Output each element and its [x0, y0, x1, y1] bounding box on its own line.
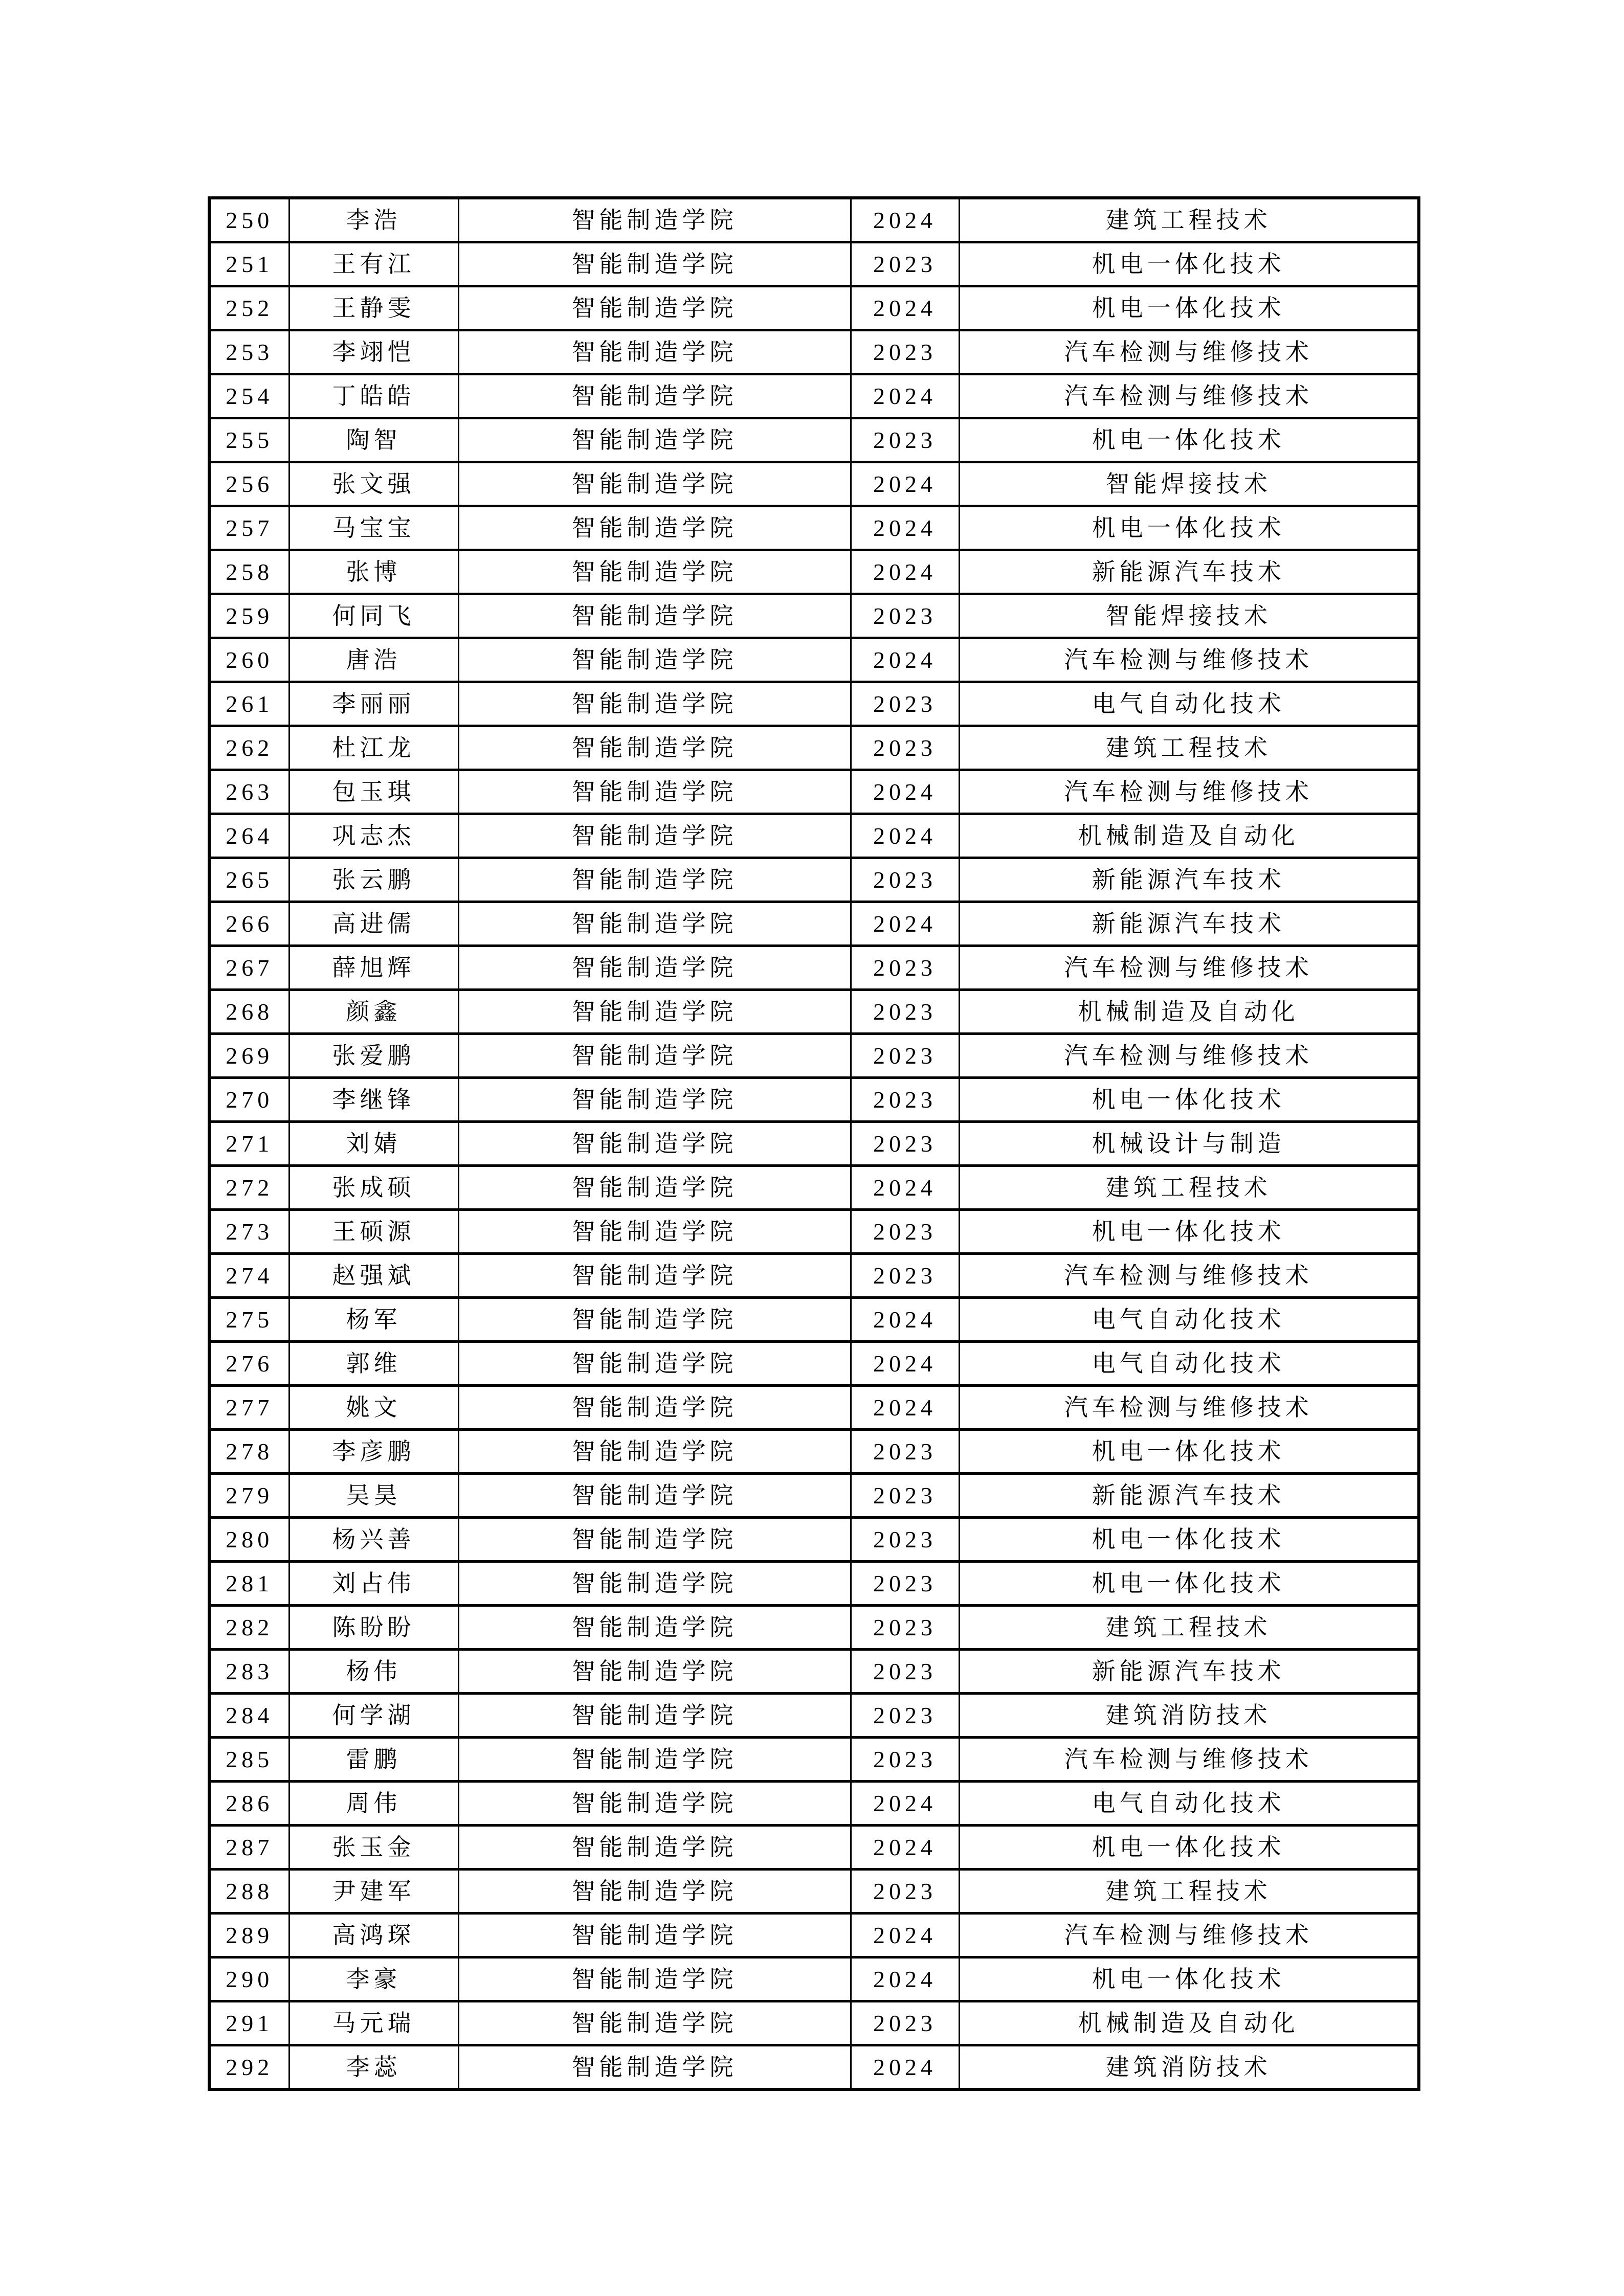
- cell-college: 智能制造学院: [458, 1738, 851, 1782]
- cell-year: 2023: [851, 990, 959, 1034]
- cell-college: 智能制造学院: [458, 1342, 851, 1386]
- cell-college: 智能制造学院: [458, 1254, 851, 1298]
- table-row: [209, 1826, 1419, 1870]
- cell-year: 2023: [851, 1694, 959, 1738]
- cell-year: 2024: [851, 374, 959, 418]
- cell-serial: 270: [209, 1078, 289, 1122]
- cell-serial: 257: [209, 506, 289, 550]
- table-row: [209, 418, 1419, 462]
- table-row: [209, 1914, 1419, 1957]
- cell-serial: 262: [209, 726, 289, 770]
- cell-serial: 275: [209, 1298, 289, 1342]
- cell-name: 雷鹏: [289, 1738, 458, 1782]
- cell-major: 汽车检测与维修技术: [959, 1034, 1419, 1078]
- cell-year: 2023: [851, 682, 959, 726]
- cell-serial: 276: [209, 1342, 289, 1386]
- cell-name: 赵强斌: [289, 1254, 458, 1298]
- cell-college: 智能制造学院: [458, 1694, 851, 1738]
- table-row: [209, 506, 1419, 550]
- cell-college: 智能制造学院: [458, 418, 851, 462]
- cell-year: 2024: [851, 2045, 959, 2090]
- cell-college: 智能制造学院: [458, 286, 851, 330]
- cell-college: 智能制造学院: [458, 2045, 851, 2090]
- cell-major: 机电一体化技术: [959, 1826, 1419, 1870]
- cell-year: 2023: [851, 1518, 959, 1562]
- cell-major: 建筑工程技术: [959, 726, 1419, 770]
- cell-major: 机电一体化技术: [959, 242, 1419, 286]
- cell-serial: 272: [209, 1166, 289, 1210]
- cell-serial: 282: [209, 1606, 289, 1650]
- table-row: [209, 1122, 1419, 1166]
- cell-name: 李翊恺: [289, 330, 458, 374]
- cell-college: 智能制造学院: [458, 1078, 851, 1122]
- cell-year: 2023: [851, 858, 959, 902]
- cell-college: 智能制造学院: [458, 1430, 851, 1474]
- cell-name: 高进儒: [289, 902, 458, 946]
- cell-major: 智能焊接技术: [959, 594, 1419, 638]
- cell-year: 2023: [851, 418, 959, 462]
- cell-serial: 290: [209, 1957, 289, 2001]
- cell-year: 2024: [851, 286, 959, 330]
- cell-serial: 267: [209, 946, 289, 990]
- cell-year: 2023: [851, 726, 959, 770]
- table-row: [209, 374, 1419, 418]
- cell-name: 颜鑫: [289, 990, 458, 1034]
- cell-college: 智能制造学院: [458, 1870, 851, 1914]
- cell-major: 智能焊接技术: [959, 462, 1419, 506]
- cell-major: 机电一体化技术: [959, 1430, 1419, 1474]
- cell-major: 机械制造及自动化: [959, 990, 1419, 1034]
- cell-college: 智能制造学院: [458, 242, 851, 286]
- table-row: [209, 1298, 1419, 1342]
- cell-name: 刘婧: [289, 1122, 458, 1166]
- table-row: [209, 1782, 1419, 1826]
- cell-name: 张爱鹏: [289, 1034, 458, 1078]
- cell-year: 2024: [851, 770, 959, 814]
- cell-major: 机械制造及自动化: [959, 2001, 1419, 2045]
- cell-serial: 292: [209, 2045, 289, 2090]
- cell-serial: 271: [209, 1122, 289, 1166]
- cell-name: 杨军: [289, 1298, 458, 1342]
- table-row: [209, 858, 1419, 902]
- cell-serial: 269: [209, 1034, 289, 1078]
- cell-year: 2024: [851, 1298, 959, 1342]
- cell-college: 智能制造学院: [458, 1518, 851, 1562]
- cell-major: 电气自动化技术: [959, 1342, 1419, 1386]
- table-row: [209, 1386, 1419, 1430]
- cell-serial: 250: [209, 198, 289, 242]
- cell-year: 2023: [851, 1474, 959, 1518]
- cell-name: 张成硕: [289, 1166, 458, 1210]
- cell-serial: 285: [209, 1738, 289, 1782]
- table-row: [209, 1738, 1419, 1782]
- cell-name: 唐浩: [289, 638, 458, 682]
- cell-name: 李浩: [289, 198, 458, 242]
- cell-college: 智能制造学院: [458, 1957, 851, 2001]
- table-row: [209, 1166, 1419, 1210]
- cell-name: 包玉琪: [289, 770, 458, 814]
- cell-major: 机电一体化技术: [959, 1957, 1419, 2001]
- table-row: [209, 1034, 1419, 1078]
- cell-name: 高鸿琛: [289, 1914, 458, 1957]
- cell-year: 2024: [851, 506, 959, 550]
- cell-major: 新能源汽车技术: [959, 1650, 1419, 1694]
- cell-year: 2024: [851, 1386, 959, 1430]
- cell-serial: 283: [209, 1650, 289, 1694]
- cell-serial: 280: [209, 1518, 289, 1562]
- cell-major: 汽车检测与维修技术: [959, 374, 1419, 418]
- cell-college: 智能制造学院: [458, 682, 851, 726]
- table-row: [209, 638, 1419, 682]
- table-row: [209, 1210, 1419, 1254]
- cell-year: 2023: [851, 1122, 959, 1166]
- cell-major: 建筑工程技术: [959, 198, 1419, 242]
- cell-college: 智能制造学院: [458, 1122, 851, 1166]
- cell-name: 李蕊: [289, 2045, 458, 2090]
- cell-serial: 255: [209, 418, 289, 462]
- cell-year: 2023: [851, 1430, 959, 1474]
- cell-major: 新能源汽车技术: [959, 550, 1419, 594]
- table-row: [209, 1078, 1419, 1122]
- cell-college: 智能制造学院: [458, 506, 851, 550]
- cell-college: 智能制造学院: [458, 2001, 851, 2045]
- cell-name: 刘占伟: [289, 1562, 458, 1606]
- cell-name: 周伟: [289, 1782, 458, 1826]
- cell-major: 机械设计与制造: [959, 1122, 1419, 1166]
- cell-serial: 266: [209, 902, 289, 946]
- cell-college: 智能制造学院: [458, 462, 851, 506]
- cell-name: 王静雯: [289, 286, 458, 330]
- cell-year: 2024: [851, 462, 959, 506]
- cell-year: 2023: [851, 1210, 959, 1254]
- cell-major: 汽车检测与维修技术: [959, 638, 1419, 682]
- table-row: [209, 242, 1419, 286]
- cell-year: 2023: [851, 2001, 959, 2045]
- cell-serial: 278: [209, 1430, 289, 1474]
- table-row: [209, 1474, 1419, 1518]
- cell-serial: 291: [209, 2001, 289, 2045]
- cell-major: 建筑消防技术: [959, 2045, 1419, 2090]
- cell-college: 智能制造学院: [458, 1914, 851, 1957]
- cell-name: 陈盼盼: [289, 1606, 458, 1650]
- cell-major: 机电一体化技术: [959, 1210, 1419, 1254]
- cell-major: 电气自动化技术: [959, 1782, 1419, 1826]
- table-row: [209, 770, 1419, 814]
- cell-college: 智能制造学院: [458, 990, 851, 1034]
- cell-major: 汽车检测与维修技术: [959, 1914, 1419, 1957]
- cell-college: 智能制造学院: [458, 1386, 851, 1430]
- cell-college: 智能制造学院: [458, 858, 851, 902]
- cell-college: 智能制造学院: [458, 770, 851, 814]
- cell-year: 2024: [851, 814, 959, 858]
- cell-major: 汽车检测与维修技术: [959, 946, 1419, 990]
- cell-serial: 258: [209, 550, 289, 594]
- cell-serial: 251: [209, 242, 289, 286]
- cell-name: 吴昊: [289, 1474, 458, 1518]
- table-row: [209, 1650, 1419, 1694]
- cell-college: 智能制造学院: [458, 374, 851, 418]
- cell-college: 智能制造学院: [458, 1210, 851, 1254]
- cell-serial: 252: [209, 286, 289, 330]
- cell-major: 汽车检测与维修技术: [959, 770, 1419, 814]
- cell-major: 建筑工程技术: [959, 1870, 1419, 1914]
- student-roster-table: [208, 196, 1420, 2091]
- cell-college: 智能制造学院: [458, 902, 851, 946]
- cell-serial: 288: [209, 1870, 289, 1914]
- cell-major: 汽车检测与维修技术: [959, 330, 1419, 374]
- cell-college: 智能制造学院: [458, 1562, 851, 1606]
- cell-name: 张文强: [289, 462, 458, 506]
- table-row: [209, 1430, 1419, 1474]
- cell-college: 智能制造学院: [458, 1298, 851, 1342]
- table-row: [209, 594, 1419, 638]
- table-row: [209, 1254, 1419, 1298]
- cell-serial: 274: [209, 1254, 289, 1298]
- cell-name: 李丽丽: [289, 682, 458, 726]
- cell-year: 2023: [851, 1034, 959, 1078]
- cell-name: 张博: [289, 550, 458, 594]
- cell-serial: 253: [209, 330, 289, 374]
- cell-year: 2023: [851, 1254, 959, 1298]
- cell-college: 智能制造学院: [458, 1474, 851, 1518]
- cell-college: 智能制造学院: [458, 1650, 851, 1694]
- cell-name: 张玉金: [289, 1826, 458, 1870]
- roster-body: [209, 198, 1419, 2089]
- cell-year: 2024: [851, 1826, 959, 1870]
- cell-year: 2023: [851, 946, 959, 990]
- cell-major: 建筑工程技术: [959, 1166, 1419, 1210]
- cell-serial: 259: [209, 594, 289, 638]
- cell-major: 汽车检测与维修技术: [959, 1254, 1419, 1298]
- cell-major: 机电一体化技术: [959, 506, 1419, 550]
- table-row: [209, 682, 1419, 726]
- cell-serial: 263: [209, 770, 289, 814]
- cell-major: 机电一体化技术: [959, 1078, 1419, 1122]
- cell-major: 机电一体化技术: [959, 1518, 1419, 1562]
- cell-name: 薛旭辉: [289, 946, 458, 990]
- cell-college: 智能制造学院: [458, 1782, 851, 1826]
- cell-year: 2023: [851, 330, 959, 374]
- table-row: [209, 1342, 1419, 1386]
- table-row: [209, 814, 1419, 858]
- cell-serial: 284: [209, 1694, 289, 1738]
- cell-college: 智能制造学院: [458, 330, 851, 374]
- cell-serial: 273: [209, 1210, 289, 1254]
- cell-year: 2024: [851, 1166, 959, 1210]
- cell-serial: 256: [209, 462, 289, 506]
- cell-year: 2024: [851, 1957, 959, 2001]
- cell-name: 张云鹏: [289, 858, 458, 902]
- cell-major: 机械制造及自动化: [959, 814, 1419, 858]
- cell-name: 杜江龙: [289, 726, 458, 770]
- table-row: [209, 1562, 1419, 1606]
- cell-serial: 265: [209, 858, 289, 902]
- cell-college: 智能制造学院: [458, 946, 851, 990]
- cell-year: 2023: [851, 1650, 959, 1694]
- cell-major: 建筑工程技术: [959, 1606, 1419, 1650]
- cell-major: 汽车检测与维修技术: [959, 1386, 1419, 1430]
- cell-college: 智能制造学院: [458, 198, 851, 242]
- cell-major: 新能源汽车技术: [959, 858, 1419, 902]
- cell-name: 何学湖: [289, 1694, 458, 1738]
- cell-serial: 260: [209, 638, 289, 682]
- cell-year: 2023: [851, 1562, 959, 1606]
- cell-name: 丁皓皓: [289, 374, 458, 418]
- cell-college: 智能制造学院: [458, 1166, 851, 1210]
- cell-year: 2024: [851, 902, 959, 946]
- table-row: [209, 1694, 1419, 1738]
- cell-college: 智能制造学院: [458, 726, 851, 770]
- cell-name: 王硕源: [289, 1210, 458, 1254]
- table-row: [209, 990, 1419, 1034]
- cell-year: 2023: [851, 242, 959, 286]
- cell-college: 智能制造学院: [458, 814, 851, 858]
- cell-major: 新能源汽车技术: [959, 1474, 1419, 1518]
- cell-college: 智能制造学院: [458, 1826, 851, 1870]
- table-row: [209, 902, 1419, 946]
- cell-serial: 279: [209, 1474, 289, 1518]
- table-row: [209, 1870, 1419, 1914]
- cell-major: 新能源汽车技术: [959, 902, 1419, 946]
- cell-name: 马宝宝: [289, 506, 458, 550]
- cell-serial: 289: [209, 1914, 289, 1957]
- cell-name: 马元瑞: [289, 2001, 458, 2045]
- cell-college: 智能制造学院: [458, 638, 851, 682]
- table-row: [209, 726, 1419, 770]
- cell-college: 智能制造学院: [458, 594, 851, 638]
- table-row: [209, 1606, 1419, 1650]
- cell-major: 机电一体化技术: [959, 286, 1419, 330]
- cell-serial: 268: [209, 990, 289, 1034]
- cell-serial: 281: [209, 1562, 289, 1606]
- table-row: [209, 330, 1419, 374]
- cell-name: 李彦鹏: [289, 1430, 458, 1474]
- cell-year: 2023: [851, 1606, 959, 1650]
- cell-serial: 254: [209, 374, 289, 418]
- cell-serial: 287: [209, 1826, 289, 1870]
- cell-serial: 264: [209, 814, 289, 858]
- table-row: [209, 946, 1419, 990]
- cell-year: 2024: [851, 198, 959, 242]
- cell-college: 智能制造学院: [458, 1606, 851, 1650]
- cell-college: 智能制造学院: [458, 1034, 851, 1078]
- cell-year: 2024: [851, 1782, 959, 1826]
- cell-year: 2024: [851, 1342, 959, 1386]
- cell-name: 尹建军: [289, 1870, 458, 1914]
- cell-year: 2023: [851, 1078, 959, 1122]
- table-row: [209, 550, 1419, 594]
- cell-year: 2024: [851, 1914, 959, 1957]
- cell-serial: 261: [209, 682, 289, 726]
- cell-major: 建筑消防技术: [959, 1694, 1419, 1738]
- cell-name: 何同飞: [289, 594, 458, 638]
- cell-major: 机电一体化技术: [959, 418, 1419, 462]
- table-row: [209, 198, 1419, 242]
- table-row: [209, 462, 1419, 506]
- table-row: [209, 2001, 1419, 2045]
- cell-major: 电气自动化技术: [959, 682, 1419, 726]
- cell-serial: 277: [209, 1386, 289, 1430]
- cell-year: 2024: [851, 638, 959, 682]
- table-row: [209, 286, 1419, 330]
- cell-year: 2023: [851, 594, 959, 638]
- cell-year: 2023: [851, 1738, 959, 1782]
- cell-name: 王有江: [289, 242, 458, 286]
- table-row: [209, 2045, 1419, 2090]
- cell-name: 陶智: [289, 418, 458, 462]
- table-row: [209, 1518, 1419, 1562]
- table-row: [209, 1957, 1419, 2001]
- cell-major: 机电一体化技术: [959, 1562, 1419, 1606]
- cell-name: 杨伟: [289, 1650, 458, 1694]
- cell-name: 郭维: [289, 1342, 458, 1386]
- cell-name: 李豪: [289, 1957, 458, 2001]
- cell-year: 2023: [851, 1870, 959, 1914]
- cell-serial: 286: [209, 1782, 289, 1826]
- cell-name: 姚文: [289, 1386, 458, 1430]
- cell-name: 巩志杰: [289, 814, 458, 858]
- cell-year: 2024: [851, 550, 959, 594]
- cell-name: 李继锋: [289, 1078, 458, 1122]
- cell-college: 智能制造学院: [458, 550, 851, 594]
- cell-name: 杨兴善: [289, 1518, 458, 1562]
- cell-major: 电气自动化技术: [959, 1298, 1419, 1342]
- cell-major: 汽车检测与维修技术: [959, 1738, 1419, 1782]
